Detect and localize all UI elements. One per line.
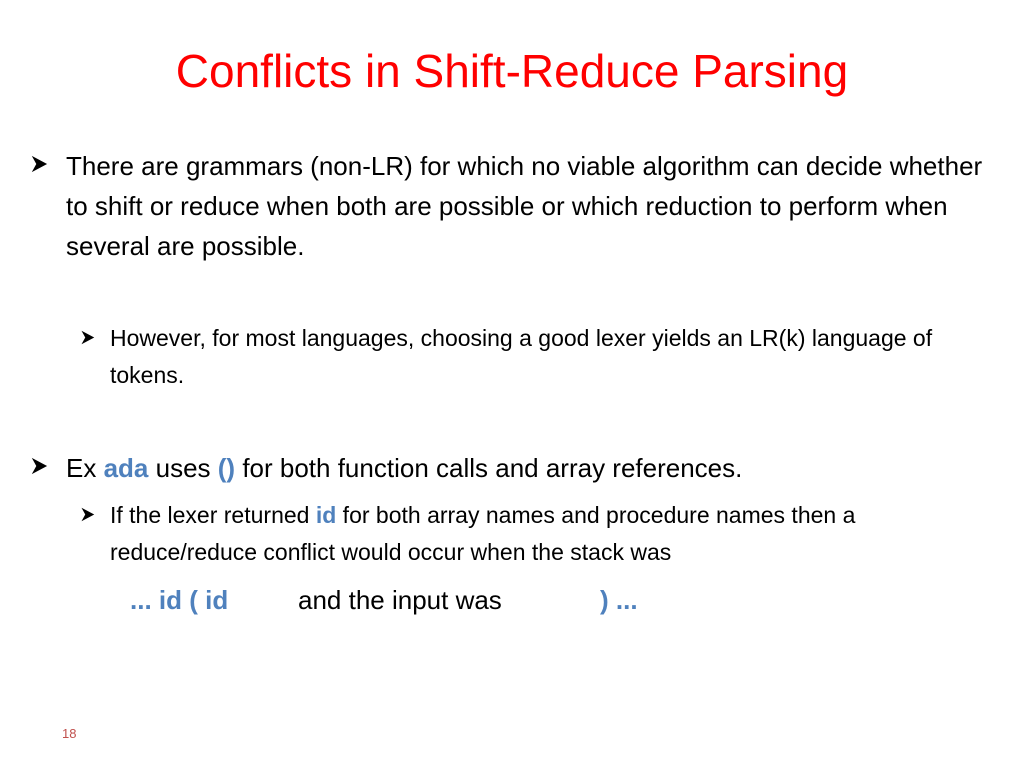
bullet-text-1: There are grammars (non-LR) for which no viable algorithm can decide whether to shift or reduce when both are possible or which reduction to perform when several are possible. [66, 151, 983, 261]
bullet-text-2-part1: Ex [66, 453, 104, 483]
sub-bullet-item-2 [80, 497, 1000, 571]
keyword-ada: ada [103, 453, 149, 483]
example-input: ) ... [600, 585, 638, 615]
bullet-text-2-part3: for both function calls and array references. [235, 453, 743, 483]
sub-bullet-text-2-part2: for both array names and procedure names then a reduce/reduce conflict would occur when the stack was [110, 502, 856, 565]
example-middle-text: and the input was [298, 585, 502, 615]
bullet-text-2 [66, 448, 1000, 488]
bullet-item-1 [30, 146, 1000, 266]
page-number: 18 [62, 726, 77, 741]
sub-bullet-text-1: However, for most languages, choosing a good lexer yields an LR(k) language of tokens. [110, 325, 933, 388]
arrowhead-bullet-icon [80, 507, 95, 522]
example-line [0, 580, 1024, 620]
sub-bullet-text-2 [110, 497, 1000, 571]
bullet-item-2 [30, 448, 1000, 488]
keyword-parens: () [217, 453, 236, 483]
arrowhead-bullet-icon [30, 155, 48, 173]
keyword-id: id [315, 502, 337, 528]
slide-title: Conflicts in Shift-Reduce Parsing [175, 45, 849, 97]
arrowhead-bullet-icon [80, 330, 95, 345]
sub-bullet-text-2-part1: If the lexer returned [110, 502, 316, 528]
example-stack: ... id ( id [130, 585, 229, 615]
bullet-text-2-part2: uses [148, 453, 218, 483]
sub-bullet-item-1 [80, 320, 980, 394]
arrowhead-bullet-icon [30, 457, 48, 475]
